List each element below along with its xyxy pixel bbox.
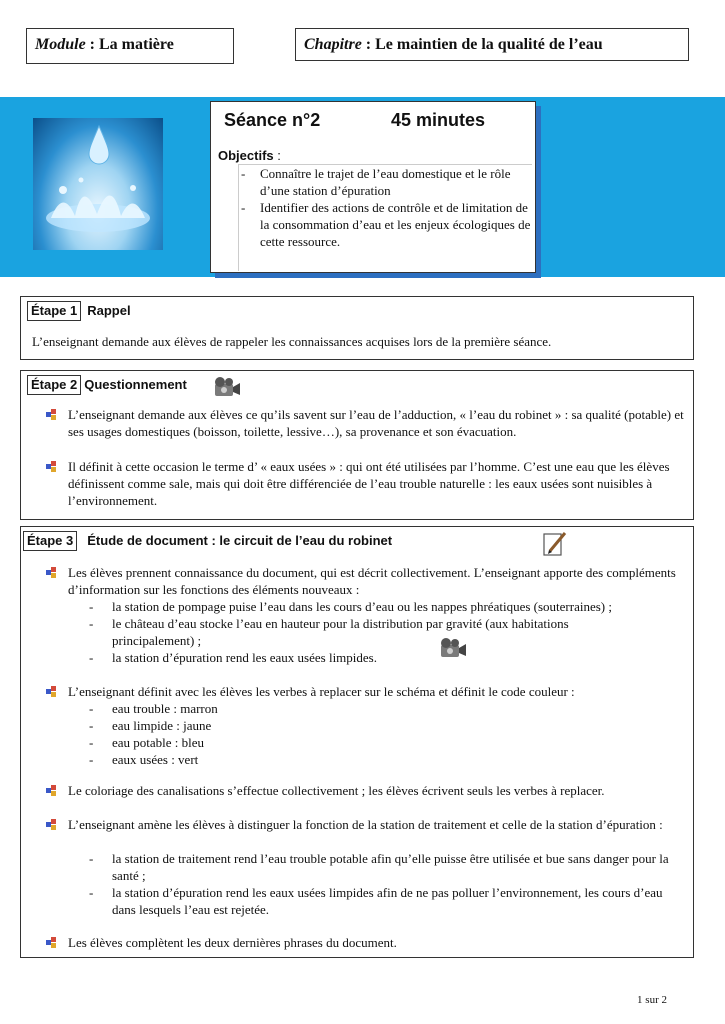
module-value: : La matière	[85, 36, 174, 53]
list-item: eau trouble : marron	[112, 701, 218, 716]
list-item: la station de traitement rend l’eau trouble potable afin qu’elle puisse être utilisée et bue sans danger pour la santé ;	[112, 851, 669, 883]
bullet-icon	[46, 819, 57, 830]
seance-duration: 45 minutes	[391, 110, 486, 130]
etape3-p5: Les élèves complètent les deux dernières phrases du document.	[68, 935, 397, 950]
chapitre-label: Chapitre	[304, 36, 362, 53]
water-drop-image	[33, 118, 163, 250]
etape1-text: L’enseignant demande aux élèves de rappeler les connaissances acquises lors de la première séance.	[32, 334, 552, 349]
bullet-icon	[46, 937, 57, 948]
bullet-icon	[46, 785, 57, 796]
objectif-item: - Connaître le trajet de l’eau domestique et le rôle d’une station d’épuration	[241, 166, 511, 198]
etape1-box	[20, 296, 694, 360]
list-item: la station d’épuration rend les eaux usées limpides.	[112, 650, 377, 665]
etape3-p1: Les élèves prennent connaissance du document, qui est décrit collectivement. L’enseignant apporte des compléments d’information sur les fonctions des éléments nouveaux :	[68, 565, 676, 597]
list-item: eau potable : bleu	[112, 735, 205, 750]
camera-icon	[437, 637, 467, 661]
bullet-icon	[46, 409, 57, 420]
chapitre-value: : Le maintien de la qualité de l’eau	[361, 36, 603, 53]
etape3-p2: L’enseignant définit avec les élèves les verbes à replacer sur le schéma et définit le code couleur :	[68, 684, 575, 699]
seance-title: Séance n°2	[224, 110, 321, 130]
etape3-label: Étape 3	[23, 531, 77, 551]
etape3-p4: L’enseignant amène les élèves à distinguer la fonction de la station de traitement et celle de la station d’épuration :	[68, 817, 663, 832]
etape1-title: Rappel	[87, 303, 131, 318]
etape2-p2: Il définit à cette occasion le terme d’ « eaux usées » : qui ont été utilisées par l’homme. C’est une eau que les élèves définissent comme sale, mais qui doit être différenciée de l’eau trouble naturelle : les eaux usées sont nuisibles à l’environnement.	[68, 459, 670, 508]
objectifs-label: Objectifs :	[218, 148, 281, 163]
seance-box	[210, 101, 536, 273]
page-number: 1 sur 2	[637, 994, 667, 1006]
list-item: la station de pompage puise l’eau dans les cours d’eau ou les nappes phréatiques (souterraines) ;	[112, 599, 612, 614]
list-item: eau limpide : jaune	[112, 718, 212, 733]
bullet-icon	[46, 567, 57, 578]
objectifs-list	[238, 164, 532, 271]
module-label: Module	[35, 36, 86, 53]
list-item: le château d’eau stocke l’eau en hauteur pour la distribution par gravité (aux habitations principalement) ;	[112, 616, 569, 648]
etape3-box: Étape 3 Étude de document : le circuit de l’eau du robinet Les élèves prennent connaissance du document, qui est décrit collectivement. L’enseignant apporte des compléments d’information sur les fonctions des éléments nouveaux : - la station de pompage puise l’eau dans les cours d’eau ou les nappes phréatiques (souterraines) ; - le château d’eau stocke l’eau en hauteur pour la distribution par gravité (aux habitations principalement) ; - la station d’épuration rend les eaux usées limpides. L’enseignant définit avec les élèves les verbes à replacer sur le schéma et définit le code couleur : - eau trouble : marron - eau limpide : jaune - eau potable : bleu - eaux usées : vert Le coloriage des canalisations s’effectue collectivement ; les élèves écrivent seuls les verbes à replacer. L’enseignant amène les élèves à distinguer la fonction de la station de traitement et celle de la station d’épuration : - la station de traitement rend l’eau trouble potable afin qu’elle puisse être utilisée et bue sans danger pour la santé ; - la station d’épuration rend les eaux usées limpides afin de ne pas polluer l’environnement, les cours d’eau dans lesquels l’eau est rejetée. Les élèves complètent les deux dernières phrases du document.	[20, 526, 694, 958]
etape2-title: Questionnement	[84, 377, 187, 392]
list-item: la station d’épuration rend les eaux usées limpides afin de ne pas polluer l’environnement, les cours d’eau dans lesquels l’eau est rejetée.	[112, 885, 663, 917]
etape3-p3: Le coloriage des canalisations s’effectue collectivement ; les élèves écrivent seuls les verbes à replacer.	[68, 783, 605, 798]
etape2-p1: L’enseignant demande aux élèves ce qu’ils savent sur l’eau de l’adduction, « l’eau du robinet » : sa qualité (potable) et ses usages domestiques (boisson, toilette, lessive…), sa provenance et son évacuation.	[68, 407, 684, 439]
list-item: eaux usées : vert	[112, 752, 199, 767]
camera-icon	[211, 376, 241, 400]
edit-document-icon	[543, 531, 567, 557]
etape2-label: Étape 2	[27, 375, 81, 395]
etape3-title: Étude de document : le circuit de l’eau du robinet	[87, 533, 393, 548]
etape2-box	[20, 370, 694, 520]
objectif-item: - Identifier des actions de contrôle et de limitation de la consommation d’eau et les enjeux écologiques de cette ressource.	[241, 200, 531, 249]
chapitre-box	[295, 28, 689, 61]
bullet-icon	[46, 686, 57, 697]
module-box	[26, 28, 234, 64]
bullet-icon	[46, 461, 57, 472]
etape1-label: Étape 1	[27, 301, 81, 321]
